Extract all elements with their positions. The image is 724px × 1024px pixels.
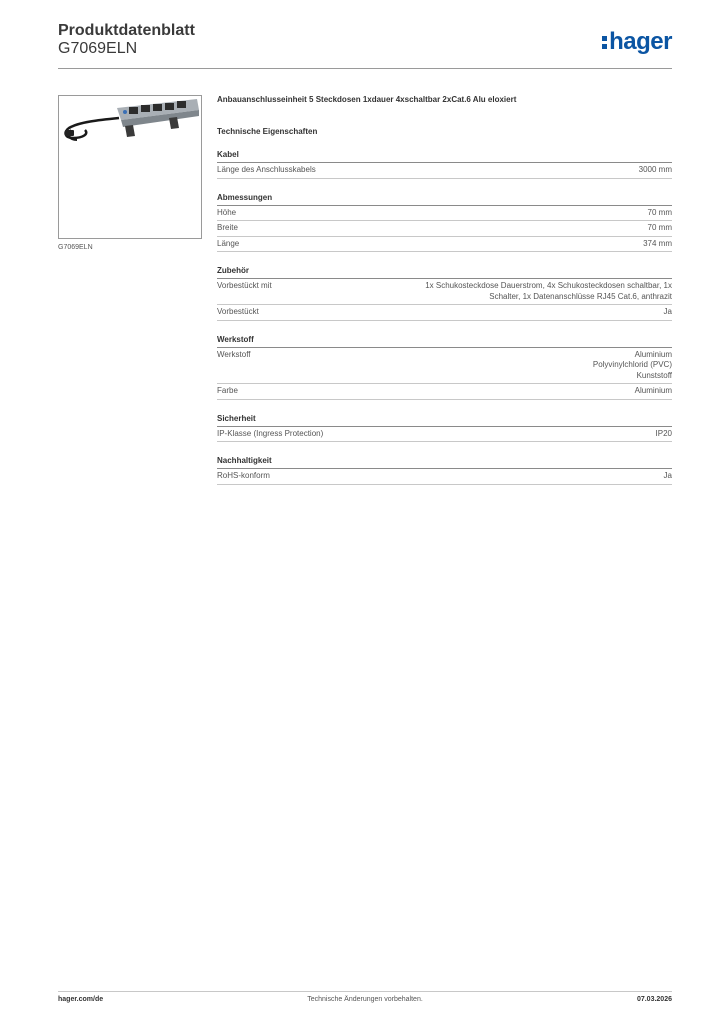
product-description: Anbauanschlusseinheit 5 Steckdosen 1xdauer 4xschaltbar 2xCat.6 Alu eloxiert	[217, 95, 517, 104]
section-title: Nachhaltigkeit	[217, 456, 672, 469]
spec-value-line: 70 mm	[647, 207, 672, 217]
section-title: Kabel	[217, 150, 672, 163]
spec-value	[367, 165, 672, 176]
spec-value-line: 3000 mm	[638, 165, 672, 174]
spec-label: RoHS-konform	[217, 471, 270, 480]
spec-value	[367, 223, 672, 234]
spec-label: Vorbestückt mit	[217, 281, 272, 290]
spec-label: Werkstoff	[217, 349, 251, 359]
product-number: G7069ELN	[58, 40, 138, 57]
spec-value	[367, 307, 672, 318]
header-divider	[58, 68, 672, 69]
spec-row	[217, 221, 672, 237]
footer-divider	[58, 991, 672, 992]
spec-row	[217, 279, 672, 305]
spec-value	[367, 386, 672, 397]
page-header	[58, 20, 672, 68]
spec-section	[217, 456, 672, 485]
spec-label: Farbe	[217, 386, 238, 395]
spec-value	[367, 239, 672, 250]
spec-value-line: Aluminium	[634, 349, 672, 359]
section-title: Abmessungen	[217, 193, 672, 206]
spec-value-line: 374 mm	[643, 238, 672, 248]
spec-row	[217, 348, 672, 385]
spec-value	[367, 281, 672, 302]
spec-value-line: Ja	[663, 307, 672, 316]
spec-row	[217, 305, 672, 321]
footer-notice: Technische Änderungen vorbehalten.	[307, 996, 423, 1003]
spec-label: Breite	[217, 223, 238, 232]
spec-value-line: Schalter, 1x Datenanschlüsse RJ45 Cat.6, anthrazit	[489, 291, 672, 301]
hager-logo	[602, 28, 672, 56]
spec-value-line: 1x Schukosteckdose Dauerstrom, 4x Schukosteckdosen schaltbar, 1x	[425, 281, 672, 290]
product-image	[58, 95, 202, 239]
image-caption: G7069ELN	[58, 244, 93, 251]
product-specs	[217, 95, 672, 485]
spec-row	[217, 163, 672, 179]
spec-value-line: 70 mm	[647, 223, 672, 232]
spec-section	[217, 335, 672, 400]
spec-value-line: IP20	[655, 428, 672, 438]
spec-row	[217, 206, 672, 222]
spec-label: Höhe	[217, 207, 237, 217]
spec-label: IP-Klasse (Ingress Protection)	[217, 428, 324, 438]
power-strip-illustration	[59, 96, 201, 238]
spec-value	[367, 208, 672, 219]
spec-value	[367, 350, 672, 382]
section-title: Zubehör	[217, 266, 672, 279]
spec-value	[367, 429, 672, 440]
footer-date: 07.03.2026	[636, 996, 672, 1003]
spec-section	[217, 414, 672, 443]
document-title: Produktdatenblatt	[58, 22, 195, 39]
spec-value-line: Ja	[663, 471, 672, 480]
logo-dots-icon	[602, 36, 607, 49]
spec-value-line: Polyvinylchlorid (PVC)	[592, 360, 672, 369]
section-title: Sicherheit	[217, 414, 672, 427]
spec-section	[217, 266, 672, 321]
spec-row	[217, 427, 672, 443]
spec-sections	[217, 150, 672, 485]
spec-value-line: Aluminium	[634, 386, 672, 395]
spec-value	[367, 471, 672, 482]
logo-text: hager	[609, 28, 672, 55]
spec-row	[217, 469, 672, 485]
spec-section	[217, 150, 672, 179]
spec-label: Länge	[217, 238, 240, 248]
technical-properties-heading: Technische Eigenschaften	[217, 127, 318, 136]
spec-label: Länge des Anschlusskabels	[217, 165, 316, 174]
spec-value-line: Kunststoff	[636, 370, 672, 380]
spec-section	[217, 193, 672, 253]
section-title: Werkstoff	[217, 335, 672, 348]
footer-website: hager.com/de	[58, 996, 104, 1003]
spec-label: Vorbestückt	[217, 307, 259, 316]
spec-row	[217, 384, 672, 400]
spec-row	[217, 237, 672, 253]
